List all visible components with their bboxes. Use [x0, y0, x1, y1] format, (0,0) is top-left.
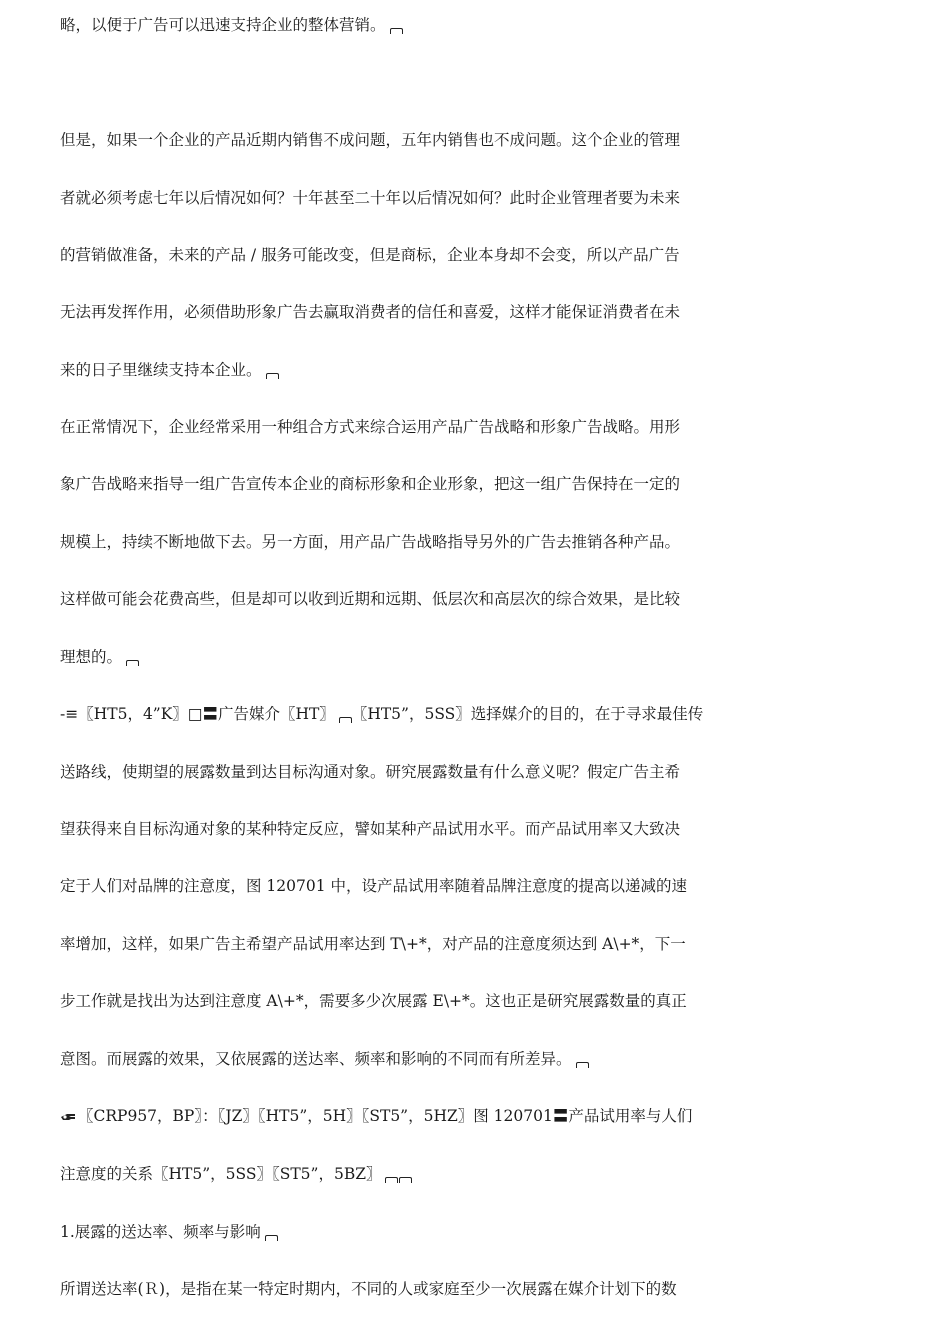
- text-line-content: 步工作就是找出为达到注意度 A\+*，需要多少次展露 E\+*。这也正是研究展露数量的真正: [60, 992, 687, 1010]
- text-line-content: 送路线，使期望的展露数量到达目标沟通对象。研究展露数量有什么意义呢？假定广告主希: [60, 763, 681, 781]
- text-line-content: 〖HT5”，5SS〗选择媒介的目的，在于寻求最佳传: [351, 705, 704, 723]
- text-line: [60, 645, 740, 669]
- hand-pointer-icon: [60, 1106, 78, 1130]
- text-line: [60, 932, 740, 956]
- text-line: [60, 1047, 740, 1071]
- text-line-content: 略，以便于广告可以迅速支持企业的整体营销。: [60, 16, 386, 34]
- text-line: [60, 760, 740, 784]
- paragraph-mark-icon: [390, 28, 403, 34]
- text-line-content: 这样做可能会花费高些，但是却可以收到近期和远期、低层次和高层次的综合效果，是比较: [60, 590, 681, 608]
- text-line: [60, 1104, 740, 1130]
- text-line-content: 理想的。: [60, 648, 123, 666]
- text-line-content: -≡〖HT5，4”K〗□〓广告媒介〖HT〗: [60, 705, 335, 723]
- text-line-content: 意图。而展露的效果，又依展露的送达率、频率和影响的不同而有所差异。: [60, 1050, 572, 1068]
- section-heading: [60, 1220, 740, 1244]
- text-line-content: 无法再发挥作用，必须借助形象广告去赢取消费者的信任和喜爱，这样才能保证消费者在未: [60, 303, 681, 321]
- text-line: [60, 587, 740, 611]
- text-line-content: 者就必须考虑七年以后情况如何？十年甚至二十年以后情况如何？此时企业管理者要为未来: [60, 189, 681, 207]
- text-line-content: 1.展露的送达率、频率与影响: [60, 1223, 261, 1241]
- text-line-content: 象广告战略来指导一组广告宣传本企业的商标形象和企业形象，把这一组广告保持在一定的: [60, 475, 681, 493]
- text-line-content: 在正常情况下，企业经常采用一种组合方式来综合运用产品广告战略和形象广告战略。用形: [60, 418, 681, 436]
- paragraph-mark-icon: [576, 1062, 589, 1068]
- text-line: [60, 817, 740, 841]
- paragraph-mark-icon: [126, 660, 139, 666]
- text-line: [60, 358, 740, 382]
- text-line: [60, 702, 740, 726]
- paragraph-mark-icon: [399, 1177, 412, 1183]
- text-line-content: 但是，如果一个企业的产品近期内销售不成问题，五年内销售也不成问题。这个企业的管理: [60, 131, 681, 149]
- text-line-content: 率增加，这样，如果广告主希望产品试用率达到 T\+*，对产品的注意度须达到 A\+*，下一: [60, 935, 686, 953]
- text-line-content: 的营销做准备，未来的产品 / 服务可能改变，但是商标，企业本身却不会变，所以产品广告: [60, 246, 680, 264]
- text-line-content: 定于人们对品牌的注意度，图 120701 中，设产品试用率随着品牌注意度的提高以递减的速: [60, 877, 688, 895]
- text-line: [60, 300, 740, 324]
- text-line: [60, 186, 740, 210]
- text-line-content: 规模上，持续不断地做下去。另一方面，用产品广告战略指导另外的广告去推销各种产品。: [60, 533, 681, 551]
- paragraph-mark-icon: [265, 1235, 278, 1241]
- text-line-content: 注意度的关系〖HT5”，5SS〗〖ST5”，5BZ〗: [60, 1165, 382, 1183]
- text-line: [60, 1162, 740, 1186]
- paragraph-mark-icon: [339, 717, 352, 723]
- text-line: [60, 415, 740, 439]
- text-line: [60, 128, 740, 152]
- text-line: [60, 1277, 740, 1301]
- text-line: [60, 874, 740, 898]
- text-line: [60, 13, 740, 37]
- paragraph-mark-icon: [266, 373, 279, 379]
- text-line-content: 来的日子里继续支持本企业。: [60, 361, 262, 379]
- text-line: [60, 989, 740, 1013]
- text-line: [60, 530, 740, 554]
- text-line-content: 〖CRP957，BP〗：〖JZ〗〖HT5”，5H〗〖ST5”，5HZ〗图 120701〓产品试用率与人们: [78, 1107, 693, 1125]
- text-line: [60, 243, 740, 267]
- text-line: [60, 472, 740, 496]
- text-line-content: 望获得来自目标沟通对象的某种特定反应，譬如某种产品试用水平。而产品试用率又大致决: [60, 820, 681, 838]
- text-line-content: 所谓送达率(Ｒ)，是指在某一特定时期内，不同的人或家庭至少一次展露在媒介计划下的数: [60, 1280, 677, 1298]
- paragraph-mark-icon: [385, 1177, 398, 1183]
